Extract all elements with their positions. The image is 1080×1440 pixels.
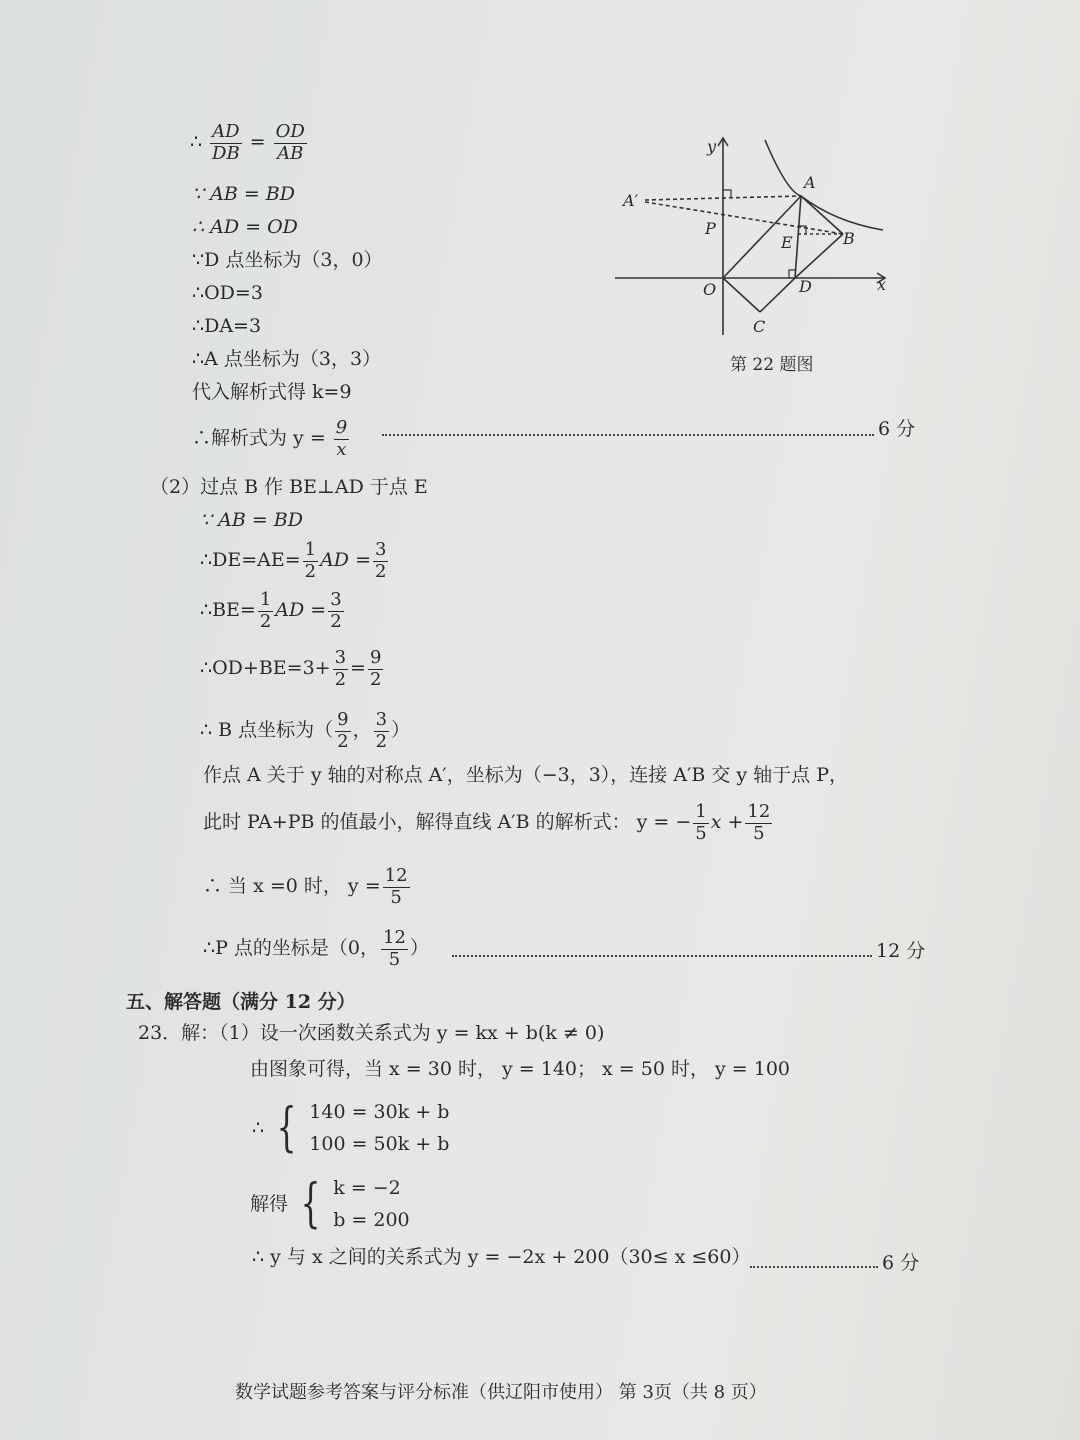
- step-da-3: ∴DA=3: [192, 315, 262, 337]
- fraction-numerator: AD: [212, 121, 240, 142]
- fraction-9-x: [334, 418, 349, 460]
- fraction-numerator: 3: [375, 539, 387, 560]
- fraction-denominator: 2: [337, 730, 349, 752]
- step-middle: =: [350, 657, 366, 680]
- equation-lines: [309, 1096, 449, 1161]
- step-from-graph: 由图象可得，当 x = 30 时， y = 140； x = 50 时， y = 100: [250, 1058, 791, 1080]
- label-a: A: [804, 173, 816, 192]
- step-prefix: ∴OD+BE=3+: [200, 657, 331, 680]
- label-y: y: [707, 137, 717, 156]
- fraction-denominator: 2: [304, 560, 317, 582]
- fraction-numerator: OD: [275, 121, 305, 142]
- step-p-coordinate: [203, 928, 429, 970]
- label-p: P: [705, 219, 716, 238]
- step-prefix: ∴BE=: [200, 599, 256, 622]
- fraction-denominator: DB: [212, 142, 240, 164]
- expression-prefix: ∴解析式为 y =: [192, 427, 326, 450]
- step-prefix: 此时 PA+PB 的值最小，解得直线 A′B 的解析式： y = −: [203, 811, 692, 834]
- fraction: [258, 590, 273, 632]
- step-od-3: ∴OD=3: [192, 282, 263, 304]
- fraction: [745, 802, 772, 844]
- step-de-ae: [200, 540, 390, 582]
- step-be: [200, 590, 346, 632]
- step-middle: AD =: [275, 599, 327, 622]
- section-heading: 五、解答题（满分 12 分）: [126, 991, 356, 1013]
- step-a-coordinate: ∴A 点坐标为（3，3）: [192, 348, 382, 370]
- figure-22: [615, 130, 895, 350]
- label-b: B: [843, 229, 855, 248]
- fraction-numerator: 12: [747, 801, 771, 822]
- fraction-denominator: 2: [330, 610, 342, 632]
- equation-line-2: 100 = 50k + b: [309, 1133, 450, 1156]
- step-solution: [250, 1172, 410, 1237]
- fraction-denominator: 5: [388, 948, 401, 970]
- step-prefix: ∴ B 点坐标为（: [200, 719, 334, 742]
- figure-caption: 第 22 题图: [730, 355, 814, 375]
- solution-lines: [333, 1172, 409, 1237]
- dotted-leader: [382, 434, 874, 436]
- fraction-denominator: 5: [390, 886, 402, 908]
- fraction-ad-db: [210, 122, 241, 164]
- fraction: [374, 710, 389, 752]
- fraction: [368, 648, 383, 690]
- fraction-numerator: 12: [384, 865, 408, 886]
- fraction: [693, 802, 708, 844]
- step-symmetric-point: 作点 A 关于 y 轴的对称点 A′，坐标为（−3，3），连接 A′B 交 y 轴于点 P，: [203, 764, 848, 786]
- fraction-denominator: AB: [277, 142, 304, 164]
- therefore-symbol: ∴: [190, 131, 203, 154]
- page-footer: 数学试题参考答案与评分标准（供辽阳市使用） 第 3页（共 8 页）: [235, 1382, 767, 1403]
- fraction-od-ab: [274, 122, 307, 164]
- left-brace: {: [300, 1174, 321, 1235]
- step-d-coordinate: ∵D 点坐标为（3，0）: [192, 249, 383, 271]
- label-d: D: [799, 277, 812, 296]
- solution-line-2: b = 200: [333, 1209, 410, 1232]
- fraction-numerator: 9: [369, 647, 382, 668]
- step-suffix: ）: [409, 937, 429, 960]
- right-angle-mark-y: [723, 190, 731, 198]
- fraction-denominator: x: [336, 438, 347, 460]
- fraction-numerator: 3: [330, 589, 342, 610]
- label-o: O: [703, 280, 717, 299]
- step-b-coordinate: [200, 710, 410, 752]
- score-6-q23: 6 分: [882, 1252, 920, 1274]
- solution-line-1: k = −2: [333, 1177, 401, 1199]
- fraction-denominator: 2: [375, 560, 387, 582]
- score-12: 12 分: [876, 940, 926, 962]
- step-ad-eq-od: ∴ AD = OD: [192, 216, 298, 238]
- step-ab-eq-bd-2: ∵ AB = BD: [200, 509, 304, 531]
- fraction-denominator: 2: [375, 730, 388, 752]
- part2-intro: （2）过点 B 作 BE⊥AD 于点 E: [150, 476, 428, 498]
- fraction-denominator: 5: [695, 822, 707, 844]
- therefore-symbol: ∴: [252, 1116, 265, 1139]
- step-middle: AD =: [320, 549, 371, 572]
- fraction-numerator: 3: [334, 647, 347, 668]
- fraction-denominator: 5: [753, 822, 765, 844]
- segment-cd: [760, 278, 795, 312]
- fraction: [303, 540, 318, 582]
- equation-line-1: 140 = 30k + b: [309, 1101, 450, 1123]
- left-brace: {: [276, 1098, 297, 1159]
- step-od-plus-be: [200, 648, 385, 690]
- label-e: E: [781, 233, 793, 252]
- score-6: 6 分: [878, 418, 916, 440]
- step-prefix: ∴P 点的坐标是（0，: [203, 937, 380, 960]
- step-k-value: 代入解析式得 k=9: [192, 381, 352, 403]
- segment-oc: [723, 278, 760, 312]
- fraction: [383, 866, 410, 908]
- step-ab-eq-bd: ∵ AB = BD: [192, 183, 296, 205]
- fraction: [335, 710, 350, 752]
- label-c: C: [753, 317, 766, 336]
- segment-bd: [795, 234, 843, 278]
- step-ratio: [190, 122, 309, 164]
- step-middle: x +: [710, 811, 744, 834]
- step-line-expression: [203, 802, 774, 844]
- step-suffix: ）: [391, 719, 411, 742]
- right-angle-mark-d: [789, 270, 795, 278]
- fraction-denominator: 2: [369, 668, 382, 690]
- fraction-numerator: 9: [337, 709, 349, 730]
- label-a-prime: A′: [623, 191, 639, 210]
- fraction-numerator: 1: [304, 539, 317, 560]
- dotted-leader: [452, 955, 872, 957]
- fraction-numerator: 3: [375, 709, 388, 730]
- step-equation-system: [252, 1096, 449, 1161]
- fraction-numerator: 1: [695, 801, 707, 822]
- fraction-numerator: 12: [383, 927, 406, 948]
- equals-sign: =: [249, 131, 266, 154]
- step-prefix: ∴ 当 x =0 时， y =: [203, 875, 381, 898]
- label-x: x: [877, 275, 887, 294]
- fraction: [373, 540, 388, 582]
- step-relation: ∴ y 与 x 之间的关系式为 y = −2x + 200（30≤ x ≤60）: [252, 1246, 751, 1268]
- question-23: 23．解：（1）设一次函数关系式为 y = kx + b(k ≠ 0): [138, 1022, 605, 1044]
- fraction-denominator: 2: [259, 610, 272, 632]
- step-expression: [192, 418, 351, 460]
- fraction-numerator: 1: [259, 589, 272, 610]
- fraction: [333, 648, 348, 690]
- step-middle: ，: [352, 719, 372, 742]
- solution-label: 解得: [250, 1192, 289, 1215]
- fraction: [328, 590, 343, 632]
- step-prefix: ∴DE=AE=: [200, 549, 301, 572]
- fraction-denominator: 2: [334, 668, 347, 690]
- step-x-zero: [203, 866, 412, 908]
- fraction-numerator: 9: [335, 417, 348, 438]
- segment-ad: [795, 196, 801, 278]
- fraction: [381, 928, 408, 970]
- dotted-leader: [750, 1266, 878, 1268]
